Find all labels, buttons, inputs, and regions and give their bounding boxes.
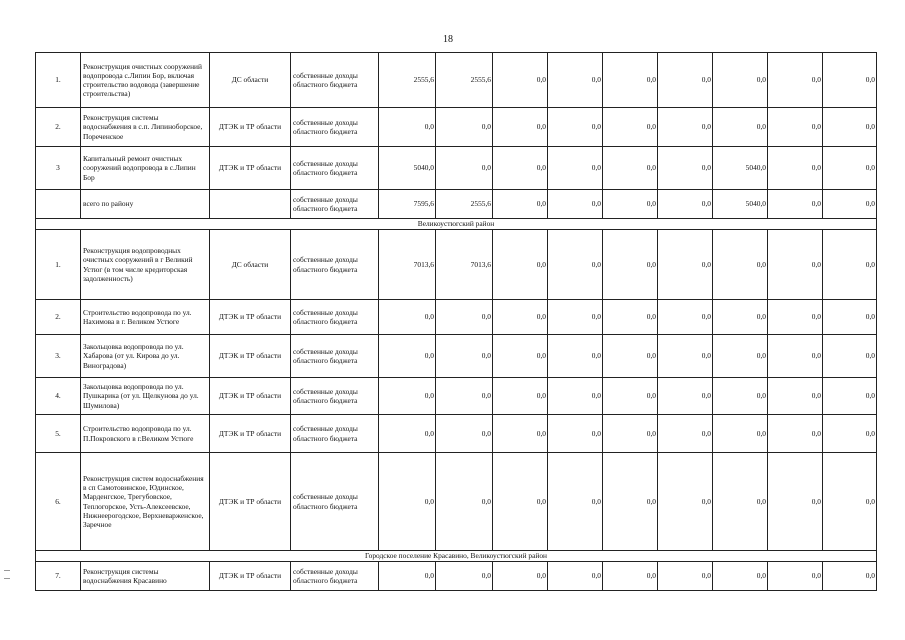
item-name: Реконструкция системы водоснабжения Красавино: [81, 562, 210, 591]
value-cell: 0,0: [603, 300, 658, 335]
value-cell: 0,0: [493, 300, 548, 335]
value-cell: 0,0: [768, 147, 823, 190]
value-cell: 0,0: [603, 415, 658, 453]
value-cell: 0,0: [658, 335, 713, 378]
row-number: 6.: [36, 453, 81, 551]
value-cell: 0,0: [548, 415, 603, 453]
table-row: [36, 108, 877, 147]
value-cell: 0,0: [603, 108, 658, 147]
row-number: [36, 190, 81, 219]
value-cell: 0,0: [658, 230, 713, 300]
value-cell: 0,0: [548, 453, 603, 551]
value-cell: 0,0: [436, 108, 493, 147]
value-cell: 0,0: [768, 108, 823, 147]
value-cell: 0,0: [436, 147, 493, 190]
value-cell: 0,0: [658, 53, 713, 108]
value-cell: 0,0: [713, 415, 768, 453]
value-cell: 0,0: [713, 230, 768, 300]
row-number: 2.: [36, 108, 81, 147]
value-cell: 0,0: [379, 378, 436, 415]
value-cell: 0,0: [713, 53, 768, 108]
executor: ДТЭК и ТР области: [210, 108, 291, 147]
value-cell: 0,0: [436, 300, 493, 335]
table-row: [36, 562, 877, 591]
funding-source: собственные доходы областного бюджета: [291, 230, 379, 300]
value-cell: 0,0: [548, 147, 603, 190]
value-cell: 7013,6: [436, 230, 493, 300]
funding-source: собственные доходы областного бюджета: [291, 335, 379, 378]
value-cell: 0,0: [436, 415, 493, 453]
value-cell: 0,0: [823, 190, 877, 219]
value-cell: 0,0: [658, 108, 713, 147]
value-cell: 0,0: [603, 53, 658, 108]
item-name: всего по району: [81, 190, 210, 219]
table-row: [36, 335, 877, 378]
value-cell: 0,0: [379, 335, 436, 378]
row-number: 1.: [36, 53, 81, 108]
row-number: 3: [36, 147, 81, 190]
value-cell: 0,0: [493, 378, 548, 415]
value-cell: 0,0: [493, 415, 548, 453]
value-cell: 0,0: [713, 378, 768, 415]
funding-source: собственные доходы областного бюджета: [291, 562, 379, 591]
funding-source: собственные доходы областного бюджета: [291, 108, 379, 147]
value-cell: 0,0: [823, 335, 877, 378]
row-number: 1.: [36, 230, 81, 300]
value-cell: 0,0: [603, 378, 658, 415]
value-cell: 0,0: [436, 453, 493, 551]
value-cell: 0,0: [823, 300, 877, 335]
value-cell: 0,0: [379, 300, 436, 335]
executor: ДТЭК и ТР области: [210, 147, 291, 190]
executor: ДТЭК и ТР области: [210, 335, 291, 378]
row-number: 4.: [36, 378, 81, 415]
value-cell: 5040,0: [379, 147, 436, 190]
value-cell: 0,0: [603, 562, 658, 591]
value-cell: 0,0: [493, 335, 548, 378]
value-cell: 0,0: [493, 108, 548, 147]
item-name: Закольцовка водопровода по ул. Хабарова (от ул. Кирова до ул. Виноградова): [81, 335, 210, 378]
executor: [210, 190, 291, 219]
margin-mark: [4, 570, 10, 571]
value-cell: 2555,6: [436, 190, 493, 219]
section-title: Городское поселение Красавино, Великоустюгский район: [36, 551, 877, 562]
value-cell: 0,0: [768, 335, 823, 378]
value-cell: 0,0: [823, 562, 877, 591]
funding-source: собственные доходы областного бюджета: [291, 300, 379, 335]
value-cell: 0,0: [823, 147, 877, 190]
margin-mark: [4, 578, 10, 579]
item-name: Закольцовка водопровода по ул. Пушкарика (от ул. Щелкунова до ул. Шумилова): [81, 378, 210, 415]
table-row: [36, 190, 877, 219]
table-row: [36, 415, 877, 453]
item-name: Капитальный ремонт очистных сооружений водопровода в с.Липин Бор: [81, 147, 210, 190]
executor: ДТЭК и ТР области: [210, 378, 291, 415]
row-number: 5.: [36, 415, 81, 453]
value-cell: 0,0: [603, 190, 658, 219]
value-cell: 0,0: [768, 453, 823, 551]
value-cell: 0,0: [713, 300, 768, 335]
table-body: [36, 53, 877, 591]
value-cell: 0,0: [493, 453, 548, 551]
value-cell: 0,0: [493, 147, 548, 190]
value-cell: 0,0: [768, 53, 823, 108]
value-cell: 0,0: [713, 453, 768, 551]
item-name: Реконструкция очистных сооружений водопровода с.Липин Бор, включая строительство водовода (завершение строительства): [81, 53, 210, 108]
value-cell: 0,0: [493, 53, 548, 108]
value-cell: 0,0: [493, 190, 548, 219]
value-cell: 0,0: [658, 147, 713, 190]
value-cell: 7013,6: [379, 230, 436, 300]
item-name: Реконструкция водопроводных очистных сооружений в г Великий Устюг (в том числе кредиторская задолженность): [81, 230, 210, 300]
value-cell: 0,0: [548, 335, 603, 378]
value-cell: 0,0: [823, 415, 877, 453]
executor: ДТЭК и ТР области: [210, 453, 291, 551]
value-cell: 0,0: [768, 562, 823, 591]
value-cell: 0,0: [768, 230, 823, 300]
item-name: Реконструкция системы водоснабжения в с.п. Липиноборское, Пореченское: [81, 108, 210, 147]
value-cell: 0,0: [658, 415, 713, 453]
value-cell: 0,0: [823, 378, 877, 415]
value-cell: 5040,0: [713, 190, 768, 219]
value-cell: 0,0: [379, 562, 436, 591]
value-cell: 0,0: [658, 190, 713, 219]
funding-source: собственные доходы областного бюджета: [291, 53, 379, 108]
executor: ДС области: [210, 53, 291, 108]
table-row: [36, 453, 877, 551]
funding-source: собственные доходы областного бюджета: [291, 147, 379, 190]
value-cell: 0,0: [548, 53, 603, 108]
value-cell: 0,0: [603, 147, 658, 190]
table-row: [36, 230, 877, 300]
value-cell: 0,0: [713, 562, 768, 591]
executor: ДТЭК и ТР области: [210, 415, 291, 453]
value-cell: 0,0: [713, 108, 768, 147]
value-cell: 0,0: [603, 230, 658, 300]
funding-source: собственные доходы областного бюджета: [291, 453, 379, 551]
item-name: Строительство водопровода по ул. П.Покровского в г.Великом Устюге: [81, 415, 210, 453]
section-row: [36, 551, 877, 562]
table-row: [36, 147, 877, 190]
value-cell: 0,0: [658, 453, 713, 551]
value-cell: 0,0: [768, 415, 823, 453]
executor: ДТЭК и ТР области: [210, 300, 291, 335]
table-row: [36, 378, 877, 415]
value-cell: 0,0: [379, 453, 436, 551]
table-row: [36, 300, 877, 335]
value-cell: 0,0: [548, 300, 603, 335]
row-number: 2.: [36, 300, 81, 335]
table-row: [36, 53, 877, 108]
value-cell: 0,0: [493, 562, 548, 591]
value-cell: 0,0: [548, 190, 603, 219]
value-cell: 2555,6: [436, 53, 493, 108]
item-name: Строительство водопровода по ул. Нахимова в г. Великом Устюге: [81, 300, 210, 335]
value-cell: 0,0: [658, 562, 713, 591]
value-cell: 5040,0: [713, 147, 768, 190]
value-cell: 0,0: [823, 453, 877, 551]
value-cell: 0,0: [658, 300, 713, 335]
value-cell: 0,0: [379, 415, 436, 453]
value-cell: 0,0: [603, 453, 658, 551]
funding-source: собственные доходы областного бюджета: [291, 415, 379, 453]
row-number: 3.: [36, 335, 81, 378]
funding-source: собственные доходы областного бюджета: [291, 190, 379, 219]
row-number: 7.: [36, 562, 81, 591]
executor: ДС области: [210, 230, 291, 300]
item-name: Реконструкция систем водоснабжения в сп Самотовинское, Юдинское, Марденгское, Трегубовское, Теплогорское, Усть-Алексеевское, Нижнеерогодское, Верхневарженское, Заречное: [81, 453, 210, 551]
value-cell: 0,0: [768, 378, 823, 415]
value-cell: 0,0: [436, 562, 493, 591]
value-cell: 0,0: [548, 108, 603, 147]
value-cell: 0,0: [603, 335, 658, 378]
value-cell: 0,0: [436, 335, 493, 378]
value-cell: 0,0: [823, 53, 877, 108]
value-cell: 0,0: [548, 378, 603, 415]
value-cell: 0,0: [436, 378, 493, 415]
page-number: 18: [443, 34, 453, 45]
value-cell: 0,0: [768, 300, 823, 335]
section-title: Великоустюгский район: [36, 219, 877, 230]
value-cell: 0,0: [823, 230, 877, 300]
executor: ДТЭК и ТР области: [210, 562, 291, 591]
value-cell: 0,0: [493, 230, 548, 300]
value-cell: 0,0: [768, 190, 823, 219]
value-cell: 0,0: [379, 108, 436, 147]
budget-table: [35, 52, 877, 591]
funding-source: собственные доходы областного бюджета: [291, 378, 379, 415]
value-cell: 2555,6: [379, 53, 436, 108]
value-cell: 0,0: [823, 108, 877, 147]
value-cell: 0,0: [548, 230, 603, 300]
value-cell: 7595,6: [379, 190, 436, 219]
value-cell: 0,0: [713, 335, 768, 378]
value-cell: 0,0: [658, 378, 713, 415]
section-row: [36, 219, 877, 230]
value-cell: 0,0: [548, 562, 603, 591]
